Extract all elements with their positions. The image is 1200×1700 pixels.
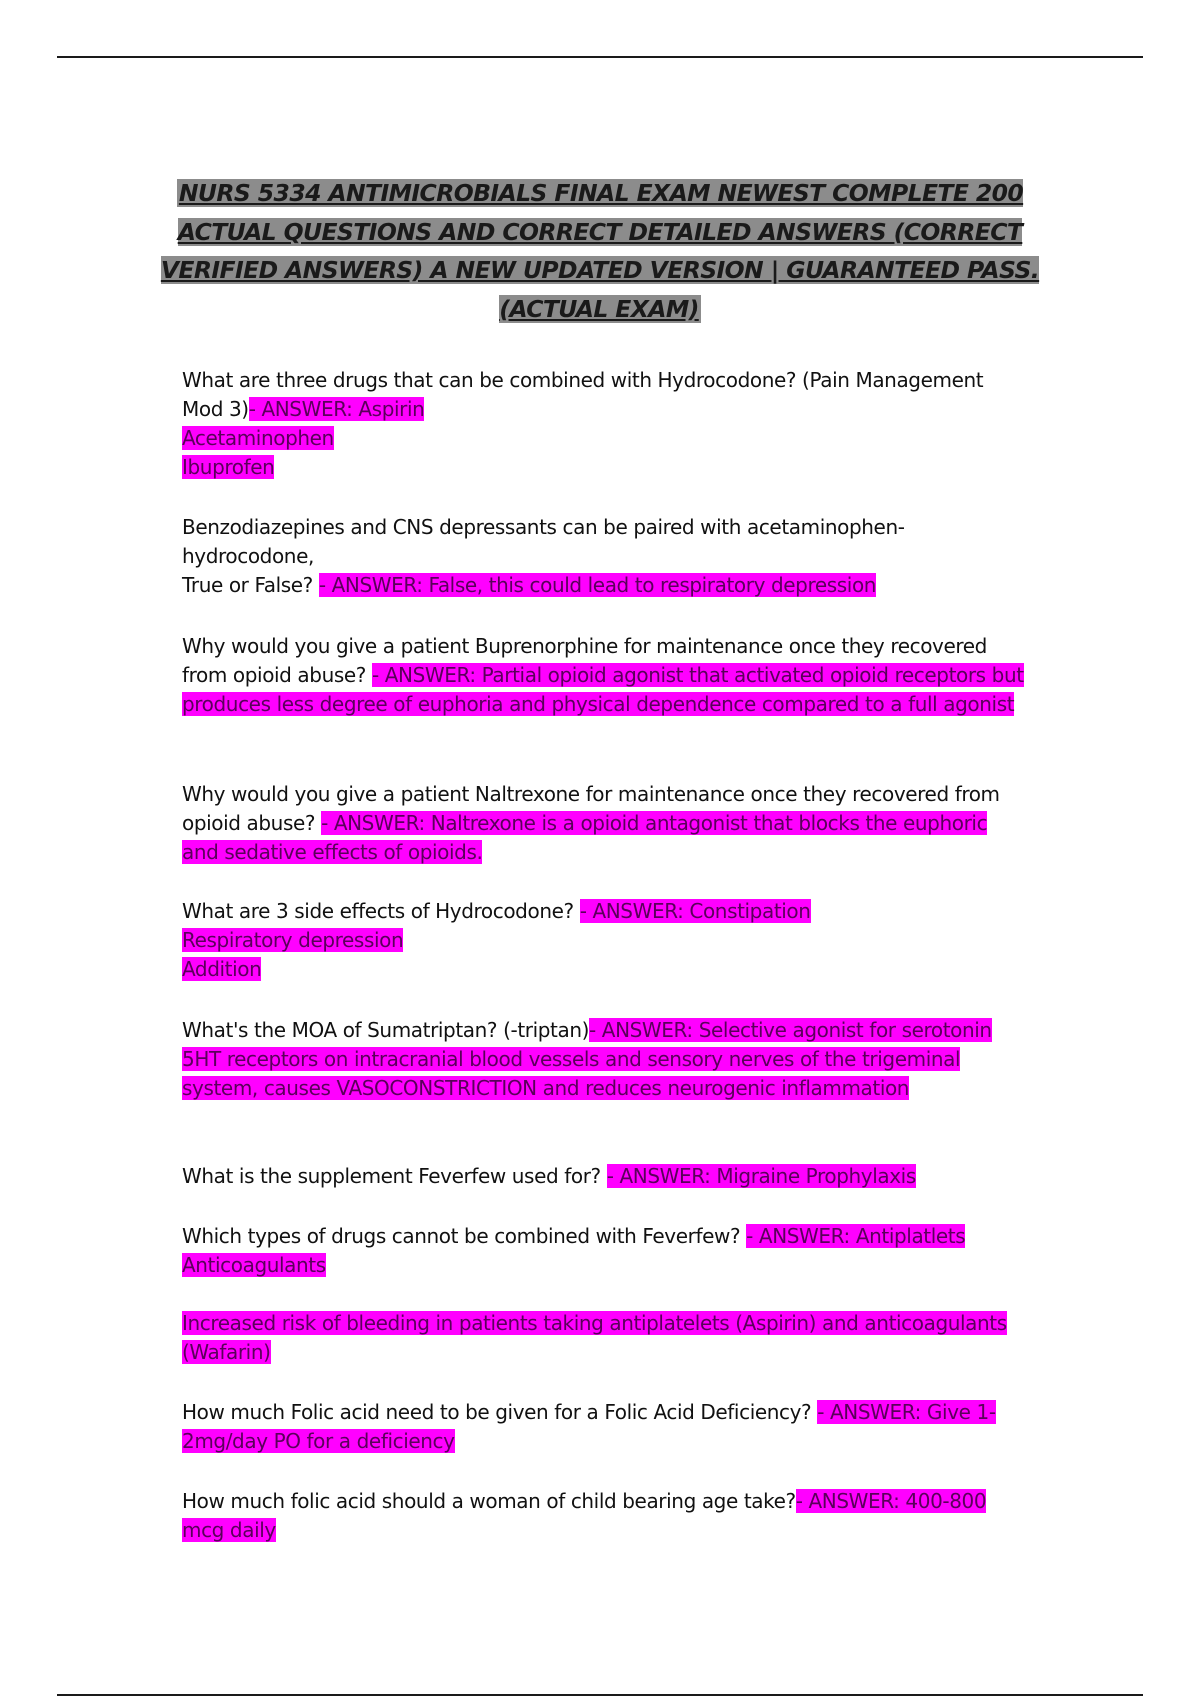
question-text: Benzodiazepines and CNS depressants can be paired with acetaminophen-hydrocodone, True or False? [182, 515, 905, 597]
qa-item-5 [182, 897, 1028, 984]
question-text: What is the supplement Feverfew used for? [182, 1164, 607, 1188]
question-text: Why would you give a patient Buprenorphine for maintenance once they recovered from opioid abuse? [182, 634, 987, 687]
document-title-text: NURS 5334 ANTIMICROBIALS FINAL EXAM NEWEST COMPLETE 200 ACTUAL QUESTIONS AND CORRECT DETAILED ANSWERS (CORRECT VERIFIED ANSWERS) A NEW UPDATED VERSION | GUARANTEED PASS. (ACTUAL EXAM) [160, 179, 1040, 323]
qa-item-7 [182, 1162, 1028, 1191]
question-text: Which types of drugs cannot be combined with Feverfew? [182, 1224, 747, 1248]
answer-text: - ANSWER: Naltrexone is a opioid antagonist that blocks the euphoric and sedative effects of opioids. [182, 811, 988, 864]
qa-item-1 [182, 366, 1028, 482]
answer-text: - ANSWER: Aspirin Acetaminophen Ibuprofen [182, 397, 425, 479]
qa-item-6 [182, 1016, 1028, 1103]
qa-item-4 [182, 780, 1028, 867]
footer-rule [57, 1694, 1143, 1696]
qa-item-9 [182, 1398, 1028, 1456]
answer-text: - ANSWER: Antiplatlets Anticoagulants Increased risk of bleeding in patients taking antiplatelets (Aspirin) and anticoagulants (Wafarin) [182, 1224, 1007, 1364]
qa-item-2 [182, 513, 1028, 600]
answer-text: - ANSWER: False, this could lead to respiratory depression [318, 573, 877, 597]
answer-text: - ANSWER: Partial opioid agonist that activated opioid receptors but produces less degree of euphoria and physical dependence compared to a full agonist [182, 663, 1024, 716]
question-text: Why would you give a patient Naltrexone for maintenance once they recovered from opioid abuse? [182, 782, 1000, 835]
answer-text: - ANSWER: Selective agonist for serotonin 5HT receptors on intracranial blood vessels and sensory nerves of the trigeminal system, causes VASOCONSTRICTION and reduces neurogenic inflammation [182, 1018, 992, 1100]
question-text: How much folic acid should a woman of child bearing age take? [182, 1489, 796, 1513]
question-text: What are three drugs that can be combined with Hydrocodone? (Pain Management Mod 3) [182, 368, 984, 421]
answer-text: - ANSWER: Migraine Prophylaxis [606, 1164, 916, 1188]
question-text: How much Folic acid need to be given for a Folic Acid Deficiency? [182, 1400, 818, 1424]
question-text: What's the MOA of Sumatriptan? (-triptan) [182, 1018, 590, 1042]
answer-text: - ANSWER: Give 1-2mg/day PO for a deficiency [182, 1400, 996, 1453]
question-text: What are 3 side effects of Hydrocodone? [182, 899, 580, 923]
answer-text: - ANSWER: Constipation Respiratory depression Addition [182, 899, 811, 981]
document-title [160, 174, 1040, 328]
answer-text: - ANSWER: 400-800 mcg daily [182, 1489, 987, 1542]
qa-item-8 [182, 1222, 1028, 1367]
qa-item-10 [182, 1487, 1028, 1545]
header-rule [57, 56, 1143, 58]
qa-item-3 [182, 632, 1028, 719]
